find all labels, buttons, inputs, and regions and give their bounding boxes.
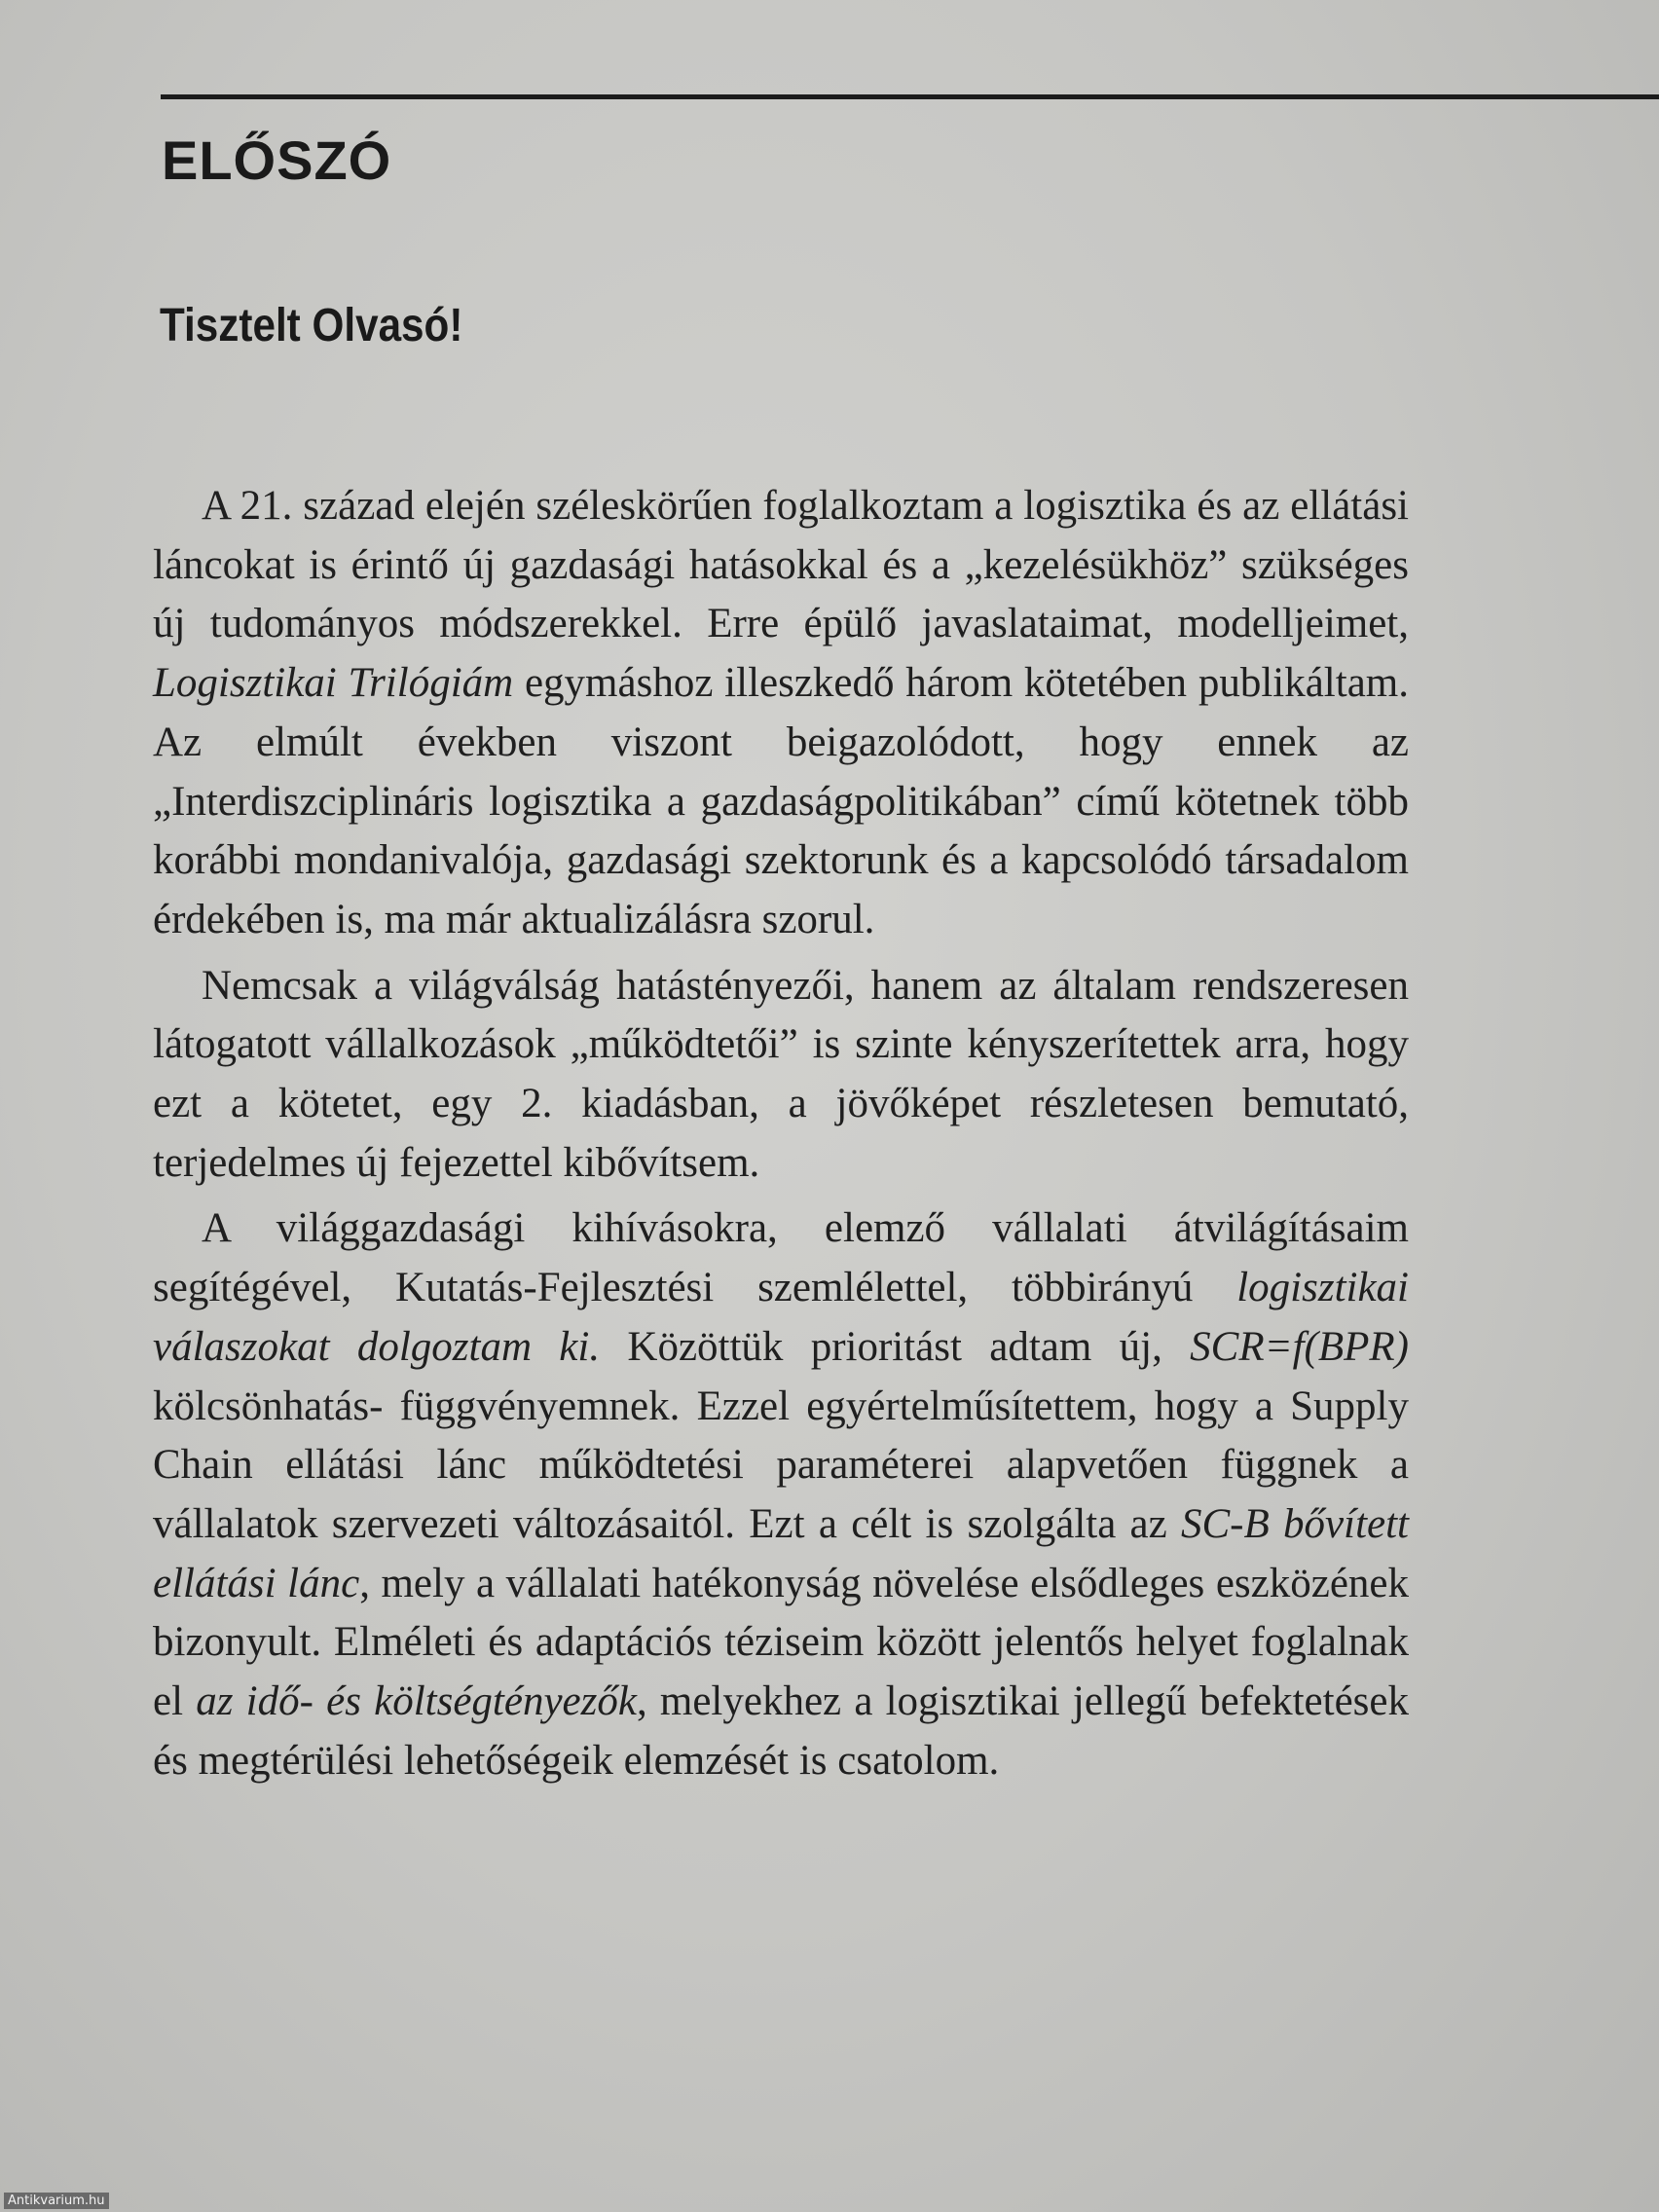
italic-phrase: az idő- és költségtényezők bbox=[196, 1678, 637, 1725]
text-run: egymáshoz illeszkedő három kötetében publikáltam. Az elmúlt években viszont beigazolódott, hogy ennek az „Interdiszciplináris logisztika a gazdaságpolitikában” című kötetnek több korábbi mondanivalója, gazdasági szektorunk és a kapcsolódó társadalom érdekében is, ma már aktualizálásra szorul. bbox=[153, 660, 1409, 942]
body-text bbox=[153, 477, 1409, 1797]
text-run: Nemcsak a világválság hatástényezői, hanem az általam rendszeresen látogatott vállalkozások „működtetői” is szinte kényszerítettek arra, hogy ezt a kötetet, egy 2. kiadásban, a jövőképet részletesen bemutató, terjedelmes új fejezettel kibővítsem. bbox=[153, 962, 1409, 1186]
paragraph-1 bbox=[153, 477, 1409, 950]
text-run: A 21. század elején széleskörűen foglalkoztam a logisztika és az ellátási láncokat is érintő új gazdasági hatásokkal és a „kezelésükhöz” szükséges új tudományos módszerekkel. Erre épülő javaslataimat, modelljeimet, bbox=[153, 483, 1409, 647]
italic-phrase: logisztikai válaszokat dolgoztam ki. bbox=[153, 1265, 1409, 1370]
text-run: , melyekhez a logisztikai jellegű befektetések és megtérülési lehetőségeik elemzését is csatolom. bbox=[153, 1678, 1409, 1784]
text-run: kölcsönhatás- függvényemnek. Ezzel egyértelműsítettem, hogy a Supply Chain ellátási lánc működtetési paraméterei alapvetően függnek a vállalatok szervezeti változásaitól. Ezt a célt is szolgálta az bbox=[153, 1382, 1409, 1547]
italic-phrase: SC-B bővített ellátási lánc bbox=[153, 1500, 1409, 1606]
italic-phrase: SCR=f(BPR) bbox=[1190, 1323, 1409, 1370]
top-rule bbox=[161, 94, 1659, 99]
salutation: Tisztelt Olvasó! bbox=[160, 300, 463, 351]
paragraph-3 bbox=[153, 1199, 1409, 1790]
text-run: Közöttük prioritást adtam új, bbox=[600, 1323, 1191, 1370]
text-run: , mely a vállalati hatékonyság növelése elsődleges eszközének bizonyult. Elméleti és adaptációs téziseim között jelentős helyet foglalnak el bbox=[153, 1560, 1409, 1725]
section-title: ELŐSZÓ bbox=[162, 129, 392, 191]
paragraph-2 bbox=[153, 957, 1409, 1194]
italic-phrase: Logisztikai Trilógiám bbox=[153, 660, 514, 707]
text-run: A világgazdasági kihívásokra, elemző vállalati átvilágításaim segítégével, Kutatás-Fejlesztési szemlélettel, többirányú bbox=[153, 1205, 1409, 1311]
watermark: Antikvarium.hu bbox=[4, 2193, 109, 2209]
